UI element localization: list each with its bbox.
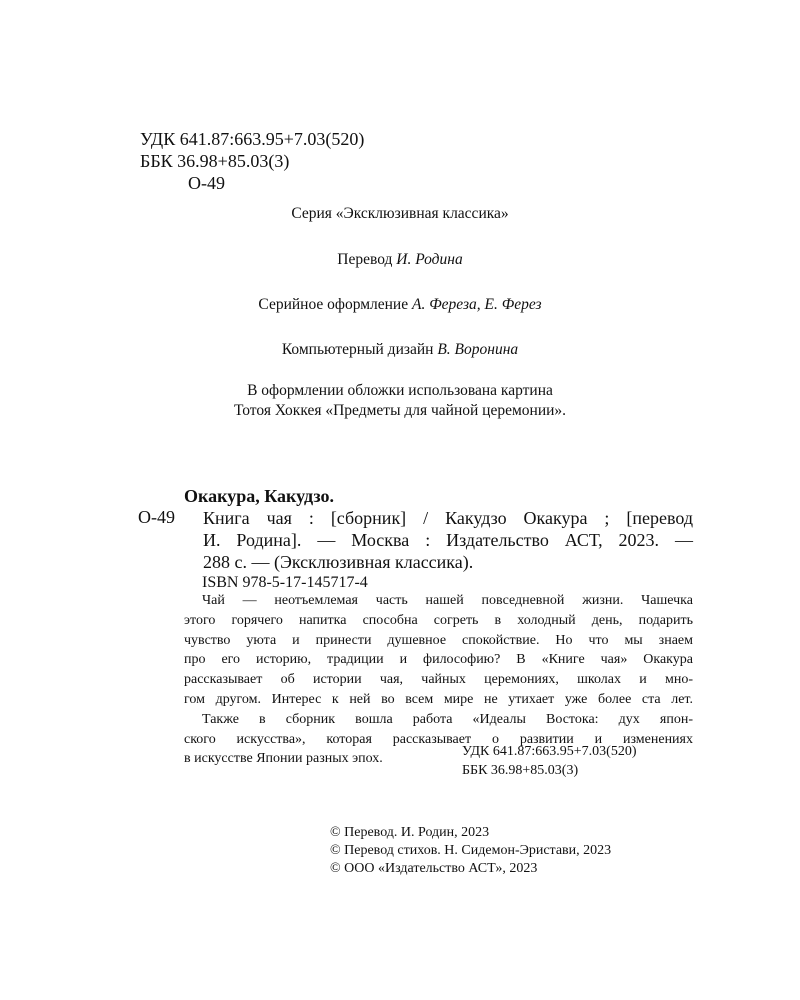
isbn: ISBN 978-5-17-145717-4 [202, 574, 368, 591]
annotation-line: гом другом. Интерес к ней во всем мире не утихает уже более ста лет. [184, 691, 693, 707]
copyright-poems: © Перевод стихов. Н. Сидемон-Эристави, 2023 [330, 843, 612, 858]
annotation-line: ского искусства», которая рассказывает о развитии и изменениях [184, 731, 693, 747]
serial-design-label: Серийное оформление [258, 296, 409, 313]
author-mark: О-49 [188, 173, 225, 193]
annotation-line: про его историю, традиции и философию? В «Книге чая» Окакура [184, 652, 693, 668]
annotation-line: рассказывает об истории чая, чайных церемониях, школах и мно- [184, 672, 693, 688]
serial-design-credit [0, 296, 800, 314]
cover-note [0, 381, 800, 421]
series-title: Серия «Эксклюзивная классика» [291, 205, 509, 222]
annotation-line: в искусстве Японии разных эпох. [184, 751, 383, 767]
cover-note-line: В оформлении обложки использована картина [247, 382, 553, 399]
computer-design-label: Компьютерный дизайн [281, 341, 434, 358]
footer-bbk-code: ББК 36.98+85.03(3) [462, 763, 579, 778]
bib-author-heading: Окакура, Какудзо. [184, 486, 334, 506]
annotation-line: этого горячего напитка способна согреть в холодный день, подарить [184, 612, 693, 628]
bib-line: Книга чая : [сборник] / Какудзо Окакура ; [перевод [203, 508, 693, 528]
translator-name: И. Родина [396, 251, 463, 268]
annotation-line: Также в сборник вошла работа «Идеалы Востока: дух япон- [202, 711, 693, 727]
series-line [0, 205, 800, 223]
serial-design-names: А. Фереза, Е. Ферез [411, 296, 542, 313]
bib-line: 288 с. — (Эксклюзивная классика). [203, 552, 474, 572]
translation-label: Перевод [337, 251, 393, 268]
cover-note-line: Тотоя Хоккея «Предметы для чайной церемонии». [233, 402, 567, 419]
computer-designer-name: В. Воронина [437, 341, 519, 358]
translation-credit [0, 251, 800, 269]
copyright-publisher: © ООО «Издательство АСТ», 2023 [330, 861, 538, 876]
copyright-block [330, 824, 611, 878]
computer-design-credit [0, 341, 800, 359]
annotation-line: Чай — неотъемлемая часть нашей повседневной жизни. Чашечка [202, 593, 693, 608]
bib-author-mark: О-49 [138, 507, 175, 527]
bib-line: И. Родина]. — Москва : Издательство АСТ, 2023. — [203, 530, 693, 550]
udk-code: УДК 641.87:663.95+7.03(520) [140, 129, 365, 149]
bbk-code: ББК 36.98+85.03(3) [140, 151, 290, 171]
footer-udk-code: УДК 641.87:663.95+7.03(520) [462, 744, 637, 759]
classification-codes [140, 128, 364, 194]
bib-description [203, 507, 693, 573]
copyright-translation: © Перевод. И. Родин, 2023 [330, 825, 490, 840]
footer-codes [462, 742, 637, 780]
annotation-line: чувство уюта и принести душевное спокойствие. Но что мы знаем [184, 632, 693, 648]
